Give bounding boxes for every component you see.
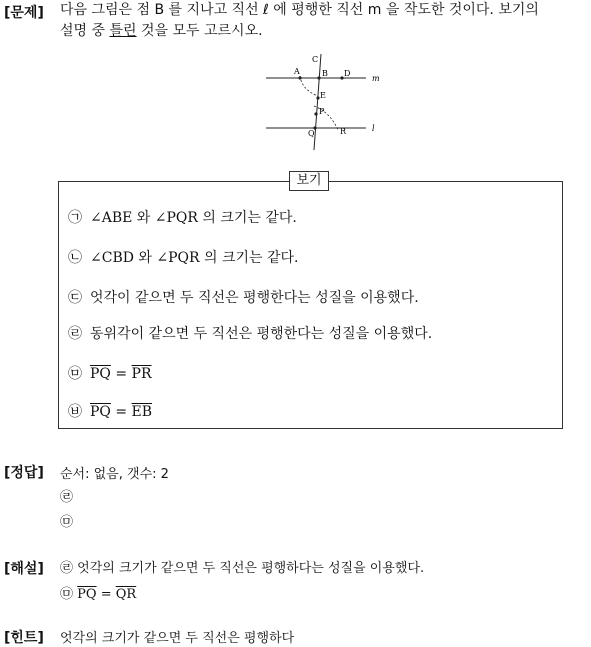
label-d: D: [344, 69, 351, 78]
option-6: [68, 401, 152, 421]
problem-line-2-a: 설명 중: [60, 23, 110, 39]
option-4-text: 동위각이 같으면 두 직선은 평행한다는 성질을 이용했다.: [90, 326, 433, 342]
point-a: [298, 76, 301, 79]
option-3-text: 엇각이 같으면 두 직선은 평행한다는 성질을 이용했다.: [90, 290, 419, 306]
label-c: C: [312, 55, 319, 64]
bogi-title: 보기: [289, 171, 329, 191]
answer-tag: [정답]: [4, 465, 44, 481]
option-1-text: ∠ABE 와 ∠PQR 의 크기는 같다.: [90, 210, 297, 226]
option-4-mark: ㉣: [68, 326, 82, 342]
label-m: m: [372, 74, 380, 83]
problem-line-1: 다음 그림은 점 B 를 지나고 직선 ℓ 에 평행한 직선 m 을 작도한 것이다. 보기의: [60, 2, 539, 18]
explanation-seg1: $\overline{PQ}$: [77, 587, 97, 602]
explanation-line-1-mark: ㉣: [60, 561, 74, 576]
option-2-text: ∠CBD 와 ∠PQR 의 크기는 같다.: [90, 250, 299, 266]
problem-text: [60, 0, 539, 42]
option-1-mark: ㉠: [68, 210, 82, 226]
option-5-mark: ㉤: [68, 366, 82, 382]
option-5-seg1: $\overline{PQ}$: [90, 366, 111, 382]
construction-figure: [262, 46, 392, 156]
label-e: E: [320, 91, 326, 100]
option-5: [68, 363, 152, 383]
point-b: [317, 76, 320, 79]
label-l: l: [372, 124, 375, 133]
option-2: [68, 247, 299, 267]
answer-mark-1: ㉣: [60, 490, 74, 505]
explanation-line-2-mark: ㉤: [60, 587, 74, 602]
option-2-mark: ㉡: [68, 250, 82, 266]
option-3-mark: ㉢: [68, 290, 82, 306]
problem-tag: [문제]: [4, 5, 44, 21]
point-p: [314, 112, 317, 115]
option-6-eq: =: [110, 404, 132, 420]
explanation-line-1: [60, 557, 424, 576]
arc-ae: [300, 76, 318, 96]
label-a: A: [294, 67, 300, 76]
option-5-seg2: $\overline{PR}$: [131, 366, 152, 382]
explanation-tag: [해설]: [4, 561, 44, 577]
label-b: B: [322, 69, 328, 78]
problem-line-2: [60, 21, 539, 42]
option-6-seg1: $\overline{PQ}$: [90, 404, 111, 420]
label-q: Q: [308, 129, 315, 138]
label-r: R: [340, 127, 347, 136]
explanation-line-1-text: 엇각의 크기가 같으면 두 직선은 평행하다는 성질을 이용했다.: [73, 561, 425, 576]
explanation-seg2: $\overline{QR}$: [115, 587, 137, 602]
answer-mark-2: ㉤: [60, 515, 74, 530]
option-6-seg2: $\overline{EB}$: [131, 404, 153, 420]
hint-tag: [힌트]: [4, 630, 44, 646]
problem-line-2-b: 것을 모두 고르시오.: [136, 23, 263, 39]
label-p: P: [319, 107, 325, 116]
option-3: [68, 287, 419, 307]
problem-wrong-emphasis: 틀린: [109, 23, 137, 39]
option-4: [68, 323, 432, 343]
option-1: [68, 207, 297, 227]
answer-line: 순서: 없음, 갯수: 2: [60, 467, 169, 482]
transversal-line: [314, 54, 321, 150]
hint-line: 엇각의 크기가 같으면 두 직선은 평행하다: [60, 631, 295, 646]
explanation-line-2: [60, 583, 136, 602]
option-5-eq: =: [110, 366, 132, 382]
arc-pr: [314, 106, 338, 130]
explanation-eq: =: [96, 587, 116, 602]
option-6-mark: ㉥: [68, 404, 82, 420]
